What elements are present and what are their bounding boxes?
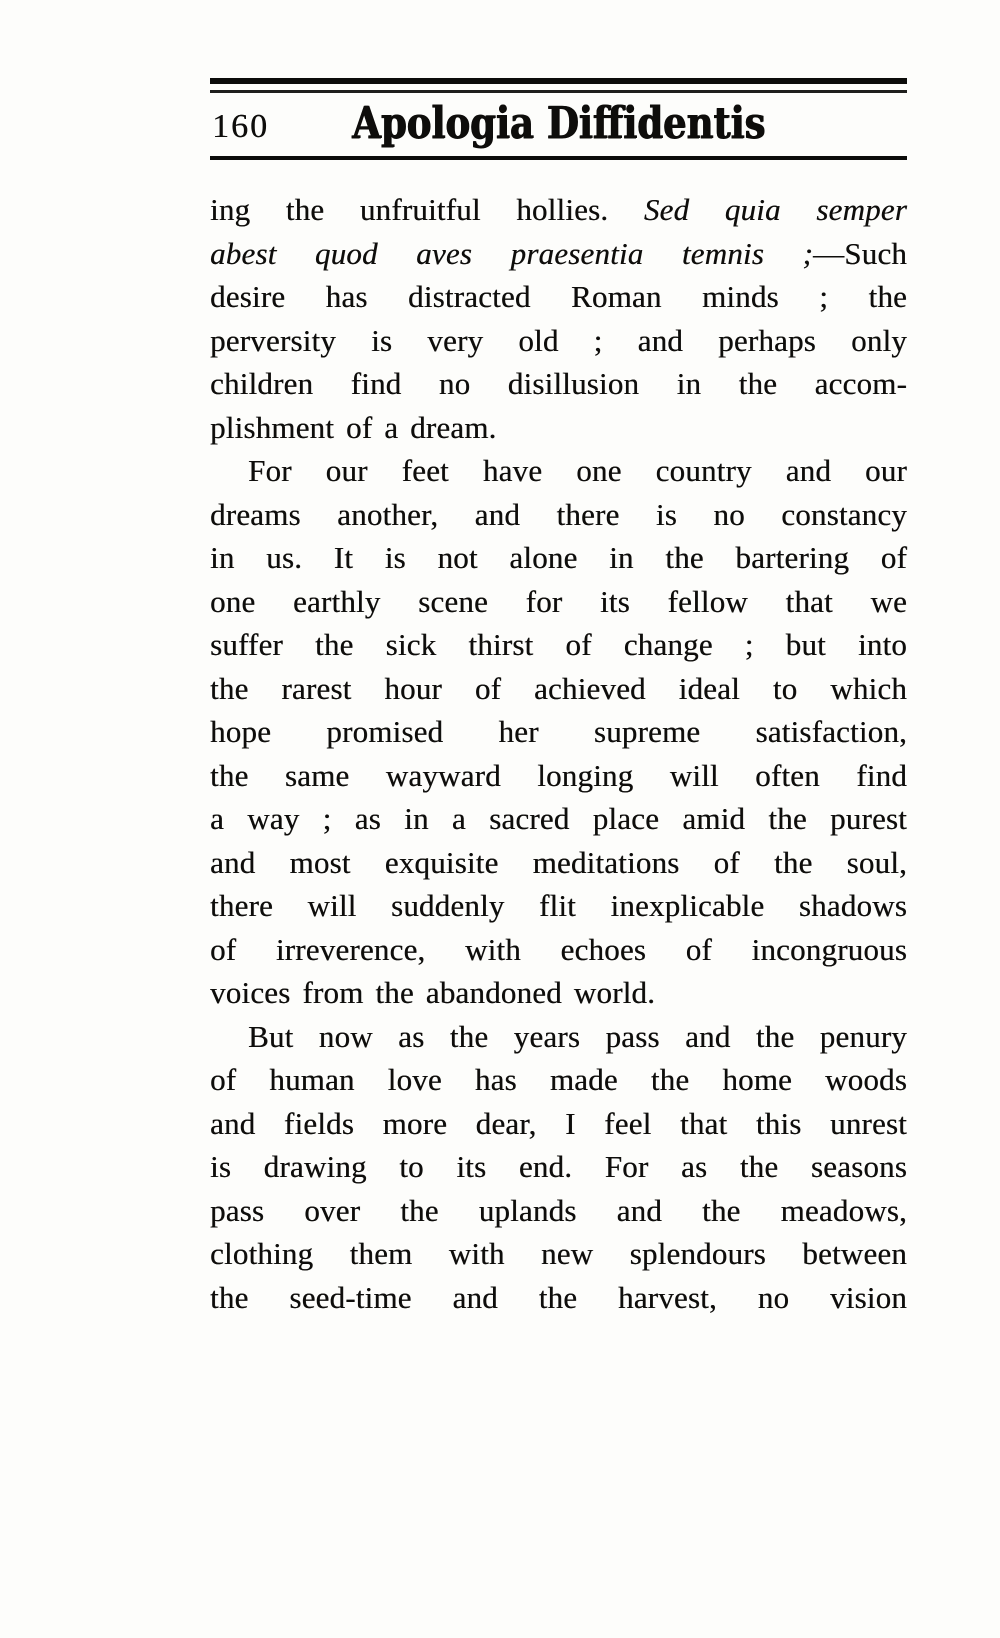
text-line	[210, 536, 907, 580]
text-line	[210, 1058, 907, 1102]
text-line	[210, 971, 907, 1015]
page-title: Apologia Diffidentis	[351, 98, 766, 149]
header-top-rule-thick	[210, 78, 907, 84]
text-line	[210, 232, 907, 276]
page-number: 160	[212, 108, 269, 145]
text-line	[210, 1276, 907, 1320]
roman-text: is drawing to its end. For as the seasons	[210, 1149, 907, 1184]
roman-text: For our feet have one country and our	[248, 453, 907, 488]
roman-text: But now as the years pass and the penury	[248, 1018, 907, 1054]
text-line	[210, 275, 907, 319]
roman-text: pass over the uplands and the meadows,	[210, 1192, 907, 1228]
italic-text: abest quod aves praesentia temnis ;	[210, 235, 813, 271]
roman-text: one earthly scene for its fellow that we	[210, 583, 907, 619]
roman-text: plishment of a dream.	[210, 409, 497, 445]
roman-text: —Such	[813, 235, 907, 271]
roman-text: and fields more dear, I feel that this unrest	[210, 1105, 907, 1141]
header-bottom-rule	[210, 156, 907, 160]
roman-text: of irreverence, with echoes of incongruous	[210, 931, 907, 967]
text-line	[210, 1102, 907, 1146]
text-line	[210, 1145, 907, 1189]
roman-text: and most exquisite meditations of the soul,	[210, 844, 907, 880]
text-line	[210, 623, 907, 667]
text-line	[210, 1232, 907, 1276]
text-line	[210, 754, 907, 798]
roman-text: of human love has made the home woods	[210, 1062, 907, 1097]
text-line	[210, 797, 907, 841]
text-line	[210, 928, 907, 972]
roman-text: clothing them with new splendours between	[210, 1236, 907, 1271]
text-line	[210, 1015, 907, 1059]
text-line	[210, 406, 907, 450]
text-line	[210, 319, 907, 363]
roman-text: hope promised her supreme satisfaction,	[210, 714, 907, 749]
roman-text: there will suddenly flit inexplicable shadows	[210, 888, 907, 923]
roman-text: a way ; as in a sacred place amid the purest	[210, 801, 907, 836]
roman-text: voices from the abandoned world.	[210, 975, 656, 1010]
roman-text: in us. It is not alone in the bartering of	[210, 540, 907, 575]
text-line	[210, 710, 907, 754]
italic-text: Sed quia semper	[643, 192, 907, 227]
text-line	[210, 362, 907, 406]
text-line	[210, 1189, 907, 1233]
roman-text: the seed-time and the harvest, no vision	[210, 1279, 907, 1315]
paragraph	[210, 188, 907, 449]
paragraph	[210, 1015, 907, 1320]
running-header	[210, 96, 907, 158]
paragraph	[210, 449, 907, 1015]
text-line	[210, 493, 907, 537]
roman-text: the same wayward longing will often find	[210, 757, 907, 793]
text-block	[210, 188, 907, 1319]
text-line	[210, 841, 907, 885]
text-line	[210, 188, 907, 232]
roman-text: the rarest hour of achieved ideal to which	[210, 670, 907, 706]
text-line	[210, 667, 907, 711]
roman-text: dreams another, and there is no constancy	[210, 496, 907, 532]
header-top-rule-thin	[210, 90, 907, 93]
text-line	[210, 449, 907, 493]
text-line	[210, 884, 907, 928]
text-line	[210, 580, 907, 624]
roman-text: children find no disillusion in the accom-	[210, 366, 907, 401]
roman-text: ing the unfruitful hollies.	[210, 192, 644, 227]
roman-text: perversity is very old ; and perhaps only	[210, 322, 907, 358]
roman-text: desire has distracted Roman minds ; the	[210, 279, 907, 314]
roman-text: suffer the sick thirst of change ; but into	[210, 627, 907, 662]
